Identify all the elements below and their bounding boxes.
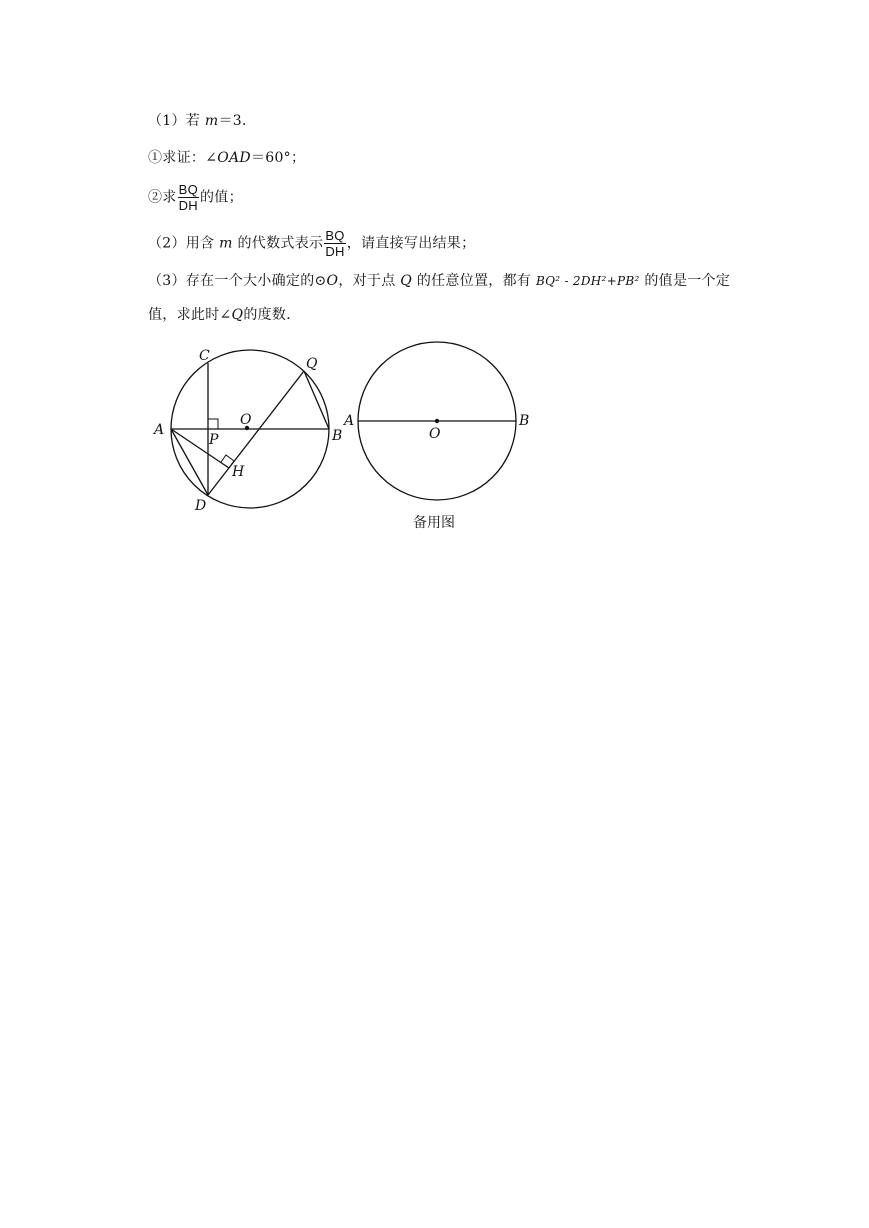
segment-ad [171,429,208,495]
label-h: H [232,464,245,480]
label-a: A [154,422,165,438]
q2-prefix: ②求 [148,189,177,206]
part3-text-a: （3）存在一个大小确定的⊙ [148,273,327,289]
q1-var: OAD [217,150,251,166]
part2-middle: 的代数式表示 [232,235,324,252]
label-o: O [240,412,252,428]
part3-expression: BQ² - 2DH²+PB² [535,274,640,288]
label-b-spare: B [519,413,530,429]
label-b: B [332,428,343,444]
q1-prefix: ①求证：∠ [148,150,218,166]
part3-text-b: ，对于点 [338,273,401,289]
part3-text-d: 的值是一个定 [639,273,731,289]
part1-var: m [204,113,219,129]
right-angle-p [208,419,218,429]
part3-text-f: 的度数． [243,307,301,323]
part3-text-e: 值，求此时∠ [148,307,232,323]
figure-2 [358,342,516,500]
part2-prefix: （2）用含 [148,235,220,252]
q1-suffix: ＝60°； [250,150,306,166]
label-c: C [199,348,210,364]
figure-1 [171,350,329,508]
part2-var: m [219,235,233,252]
segment-ah [171,429,229,468]
part2-frac-denominator: DH [325,244,345,259]
part3-var-q-2: Q [231,307,244,323]
part1-suffix: ＝3． [218,113,257,129]
label-p: P [209,432,219,448]
label-a-spare: A [344,413,355,429]
q2-frac-numerator: BQ [178,182,198,197]
part3-text-c: 的任意位置，都有 [412,273,536,289]
figure-caption: 备用图 [413,515,455,531]
part2-suffix: ，请直接写出结果； [346,235,476,252]
part3-var-q: Q [400,273,413,289]
part3-var-o: O [326,273,339,289]
label-q: Q [306,356,318,372]
part2-frac-numerator: BQ [325,228,345,243]
line-qd [208,371,304,495]
part1-prefix: （1）若 [148,113,205,129]
segment-qb [304,371,329,429]
center-dot-o-spare [435,419,439,423]
label-d: D [195,498,207,514]
q2-frac-denominator: DH [178,198,198,213]
label-o-spare: O [429,426,441,442]
q2-suffix: 的值； [200,189,243,206]
